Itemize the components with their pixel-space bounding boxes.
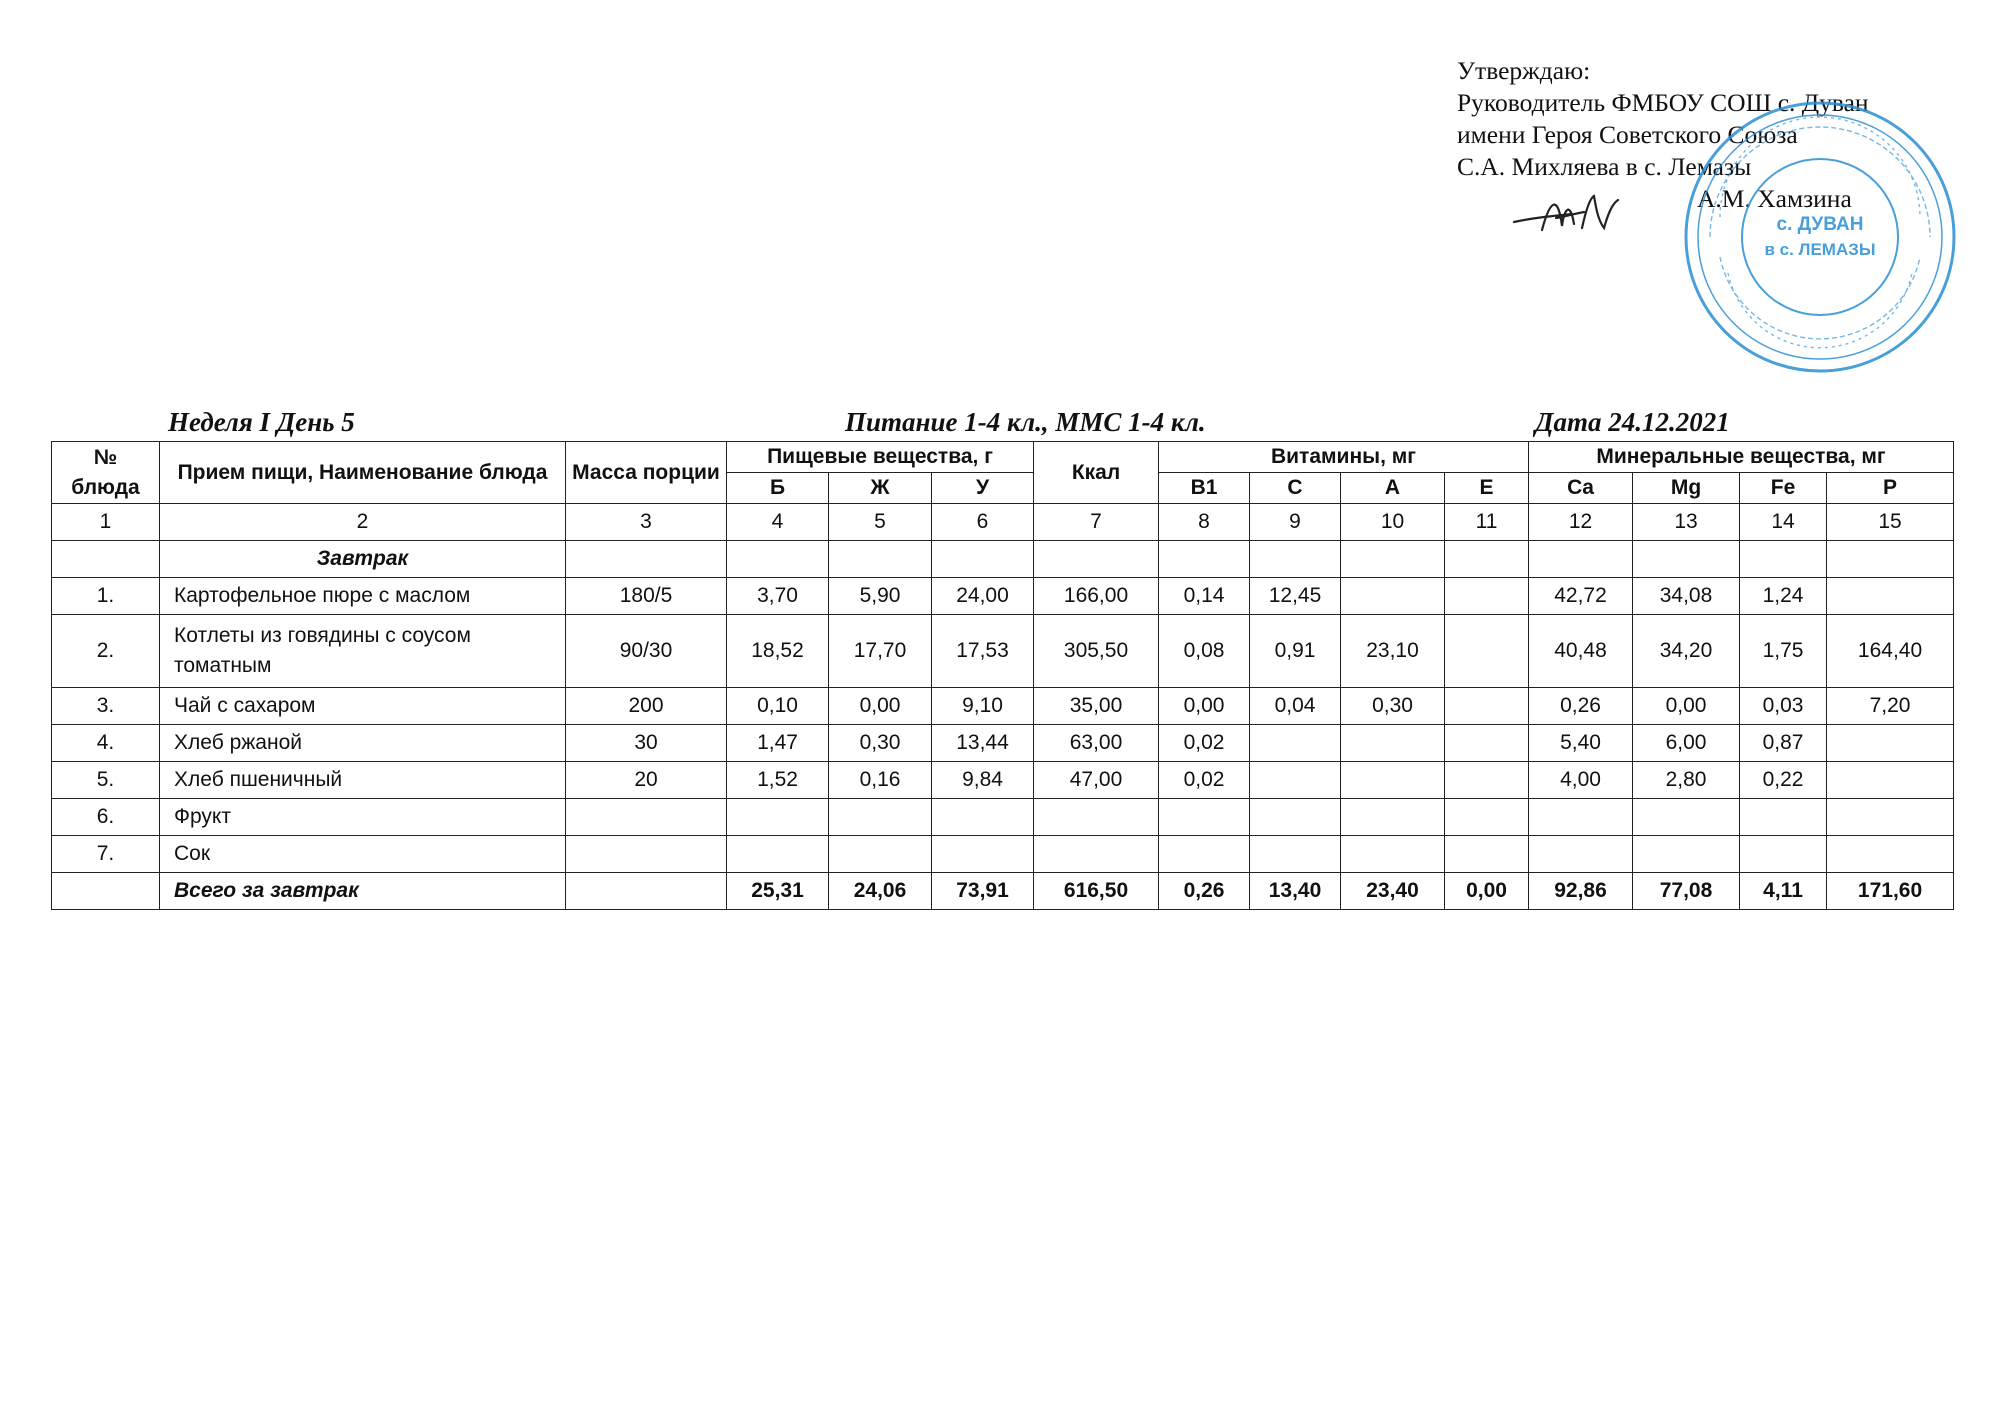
vitamin-b1-cell xyxy=(1159,799,1250,836)
fat-cell: 5,90 xyxy=(829,578,932,615)
dish-name: Фрукт xyxy=(160,799,566,836)
protein-cell xyxy=(727,836,829,873)
calcium-cell xyxy=(1529,799,1633,836)
approval-organization: имени Героя Советского Союза xyxy=(1457,120,1798,149)
fat-cell: 0,30 xyxy=(829,725,932,762)
vitamin-a-cell: 23,40 xyxy=(1341,873,1445,910)
header-row-1 xyxy=(52,442,1954,473)
phosphorus-cell: 7,20 xyxy=(1827,688,1954,725)
mass-cell: 90/30 xyxy=(566,615,727,688)
dish-number: 5. xyxy=(52,762,160,799)
iron-cell: 0,22 xyxy=(1740,762,1827,799)
column-number: 11 xyxy=(1445,504,1529,541)
protein-cell: 0,10 xyxy=(727,688,829,725)
phosphorus-cell xyxy=(1827,578,1954,615)
calcium-cell: 92,86 xyxy=(1529,873,1633,910)
carb-cell: 73,91 xyxy=(932,873,1034,910)
protein-cell: 3,70 xyxy=(727,578,829,615)
column-number: 10 xyxy=(1341,504,1445,541)
vitamin-a-cell xyxy=(1341,836,1445,873)
vitamin-c-cell xyxy=(1250,836,1341,873)
magnesium-cell xyxy=(1633,836,1740,873)
vitamin-b1-cell: 0,00 xyxy=(1159,688,1250,725)
header-fe: Fe xyxy=(1740,473,1827,504)
vitamin-c-cell: 0,91 xyxy=(1250,615,1341,688)
protein-cell xyxy=(727,799,829,836)
dish-row xyxy=(52,762,1954,799)
carb-cell: 24,00 xyxy=(932,578,1034,615)
iron-cell: 4,11 xyxy=(1740,873,1827,910)
dish-row xyxy=(52,799,1954,836)
phosphorus-cell xyxy=(1827,799,1954,836)
vitamin-b1-cell: 0,26 xyxy=(1159,873,1250,910)
protein-cell: 18,52 xyxy=(727,615,829,688)
dish-name: Хлеб пшеничный xyxy=(160,762,566,799)
column-number: 5 xyxy=(829,504,932,541)
vitamin-e-cell: 0,00 xyxy=(1445,873,1529,910)
vitamin-b1-cell xyxy=(1159,836,1250,873)
vitamin-e-cell xyxy=(1445,578,1529,615)
fat-cell xyxy=(829,836,932,873)
vitamin-c-cell xyxy=(1250,799,1341,836)
calcium-cell: 40,48 xyxy=(1529,615,1633,688)
fat-cell: 0,00 xyxy=(829,688,932,725)
iron-cell xyxy=(1740,799,1827,836)
header-mass: Масса порции xyxy=(566,442,727,504)
vitamin-c-cell: 13,40 xyxy=(1250,873,1341,910)
dish-number: 1. xyxy=(52,578,160,615)
header-minerals: Минеральные вещества, мг xyxy=(1529,442,1954,473)
calcium-cell: 4,00 xyxy=(1529,762,1633,799)
column-number-row xyxy=(52,504,1954,541)
mass-cell: 200 xyxy=(566,688,727,725)
mass-cell: 30 xyxy=(566,725,727,762)
header-name: Прием пищи, Наименование блюда xyxy=(160,442,566,504)
fat-cell xyxy=(829,799,932,836)
calcium-cell: 0,26 xyxy=(1529,688,1633,725)
phosphorus-cell: 171,60 xyxy=(1827,873,1954,910)
magnesium-cell: 34,08 xyxy=(1633,578,1740,615)
iron-cell: 0,87 xyxy=(1740,725,1827,762)
date-label: Дата 24.12.2021 xyxy=(1535,407,1730,437)
iron-cell: 0,03 xyxy=(1740,688,1827,725)
vitamin-b1-cell: 0,08 xyxy=(1159,615,1250,688)
vitamin-a-cell: 23,10 xyxy=(1341,615,1445,688)
dish-row xyxy=(52,836,1954,873)
calcium-cell: 42,72 xyxy=(1529,578,1633,615)
total-number-cell xyxy=(52,873,160,910)
column-number: 7 xyxy=(1034,504,1159,541)
signer-name: А.М. Хамзина xyxy=(1697,184,1852,213)
carb-cell: 9,84 xyxy=(932,762,1034,799)
header-kcal: Ккал xyxy=(1034,442,1159,504)
vitamin-b1-cell: 0,02 xyxy=(1159,725,1250,762)
kcal-cell: 616,50 xyxy=(1034,873,1159,910)
vitamin-b1-cell: 0,14 xyxy=(1159,578,1250,615)
kcal-cell: 305,50 xyxy=(1034,615,1159,688)
vitamin-e-cell xyxy=(1445,762,1529,799)
vitamin-c-cell xyxy=(1250,725,1341,762)
magnesium-cell: 34,20 xyxy=(1633,615,1740,688)
column-number: 9 xyxy=(1250,504,1341,541)
magnesium-cell: 77,08 xyxy=(1633,873,1740,910)
vitamin-c-cell: 0,04 xyxy=(1250,688,1341,725)
vitamin-e-cell xyxy=(1445,725,1529,762)
column-number: 3 xyxy=(566,504,727,541)
phosphorus-cell xyxy=(1827,725,1954,762)
header-a: А xyxy=(1341,473,1445,504)
header-u: У xyxy=(932,473,1034,504)
magnesium-cell: 6,00 xyxy=(1633,725,1740,762)
column-number: 8 xyxy=(1159,504,1250,541)
dish-number: 7. xyxy=(52,836,160,873)
kcal-cell: 35,00 xyxy=(1034,688,1159,725)
kcal-cell xyxy=(1034,836,1159,873)
approval-location: С.А. Михляева в с. Лемазы xyxy=(1457,152,1752,181)
total-label: Всего за завтрак xyxy=(160,873,566,910)
vitamin-e-cell xyxy=(1445,615,1529,688)
dish-row xyxy=(52,688,1954,725)
fat-cell: 0,16 xyxy=(829,762,932,799)
dish-number: 6. xyxy=(52,799,160,836)
column-number: 6 xyxy=(932,504,1034,541)
fat-cell: 17,70 xyxy=(829,615,932,688)
mass-cell: 180/5 xyxy=(566,578,727,615)
header-nutrients: Пищевые вещества, г xyxy=(727,442,1034,473)
menu-table-body xyxy=(52,504,1954,910)
iron-cell xyxy=(1740,836,1827,873)
protein-cell: 25,31 xyxy=(727,873,829,910)
approval-position: Руководитель ФМБОУ СОШ с. Дуван xyxy=(1457,88,1869,117)
vitamin-a-cell: 0,30 xyxy=(1341,688,1445,725)
vitamin-e-cell xyxy=(1445,688,1529,725)
menu-table xyxy=(51,441,1954,910)
dish-row xyxy=(52,578,1954,615)
header-b: Б xyxy=(727,473,829,504)
vitamin-c-cell: 12,45 xyxy=(1250,578,1341,615)
kcal-cell: 166,00 xyxy=(1034,578,1159,615)
column-number: 1 xyxy=(52,504,160,541)
week-day-label: Неделя I День 5 xyxy=(168,407,355,437)
dish-name: Чай с сахаром xyxy=(160,688,566,725)
carb-cell xyxy=(932,799,1034,836)
vitamin-a-cell xyxy=(1341,762,1445,799)
stamp-line-2: в с. ЛЕМАЗЫ xyxy=(1764,240,1876,259)
mass-cell xyxy=(566,873,727,910)
dish-name: Картофельное пюре с маслом xyxy=(160,578,566,615)
header-num: № блюда xyxy=(52,442,160,504)
header-p: P xyxy=(1827,473,1954,504)
vitamin-a-cell xyxy=(1341,799,1445,836)
kcal-cell xyxy=(1034,799,1159,836)
header-zh: Ж xyxy=(829,473,932,504)
header-vitamins: Витамины, мг xyxy=(1159,442,1529,473)
header-mg: Mg xyxy=(1633,473,1740,504)
carb-cell: 13,44 xyxy=(932,725,1034,762)
section-row xyxy=(52,541,1954,578)
table-heading xyxy=(0,407,2000,443)
column-number: 13 xyxy=(1633,504,1740,541)
header-e: Е xyxy=(1445,473,1529,504)
dish-number: 2. xyxy=(52,615,160,688)
mass-cell xyxy=(566,799,727,836)
phosphorus-cell xyxy=(1827,762,1954,799)
mass-cell: 20 xyxy=(566,762,727,799)
kcal-cell: 63,00 xyxy=(1034,725,1159,762)
carb-cell: 9,10 xyxy=(932,688,1034,725)
dish-row xyxy=(52,615,1954,688)
vitamin-a-cell xyxy=(1341,578,1445,615)
dish-name: Хлеб ржаной xyxy=(160,725,566,762)
column-number: 4 xyxy=(727,504,829,541)
approval-title: Утверждаю: xyxy=(1457,56,1591,85)
magnesium-cell: 0,00 xyxy=(1633,688,1740,725)
section-title: Завтрак xyxy=(160,541,566,578)
vitamin-c-cell xyxy=(1250,762,1341,799)
header-ca: Ca xyxy=(1529,473,1633,504)
organization-stamp xyxy=(1680,97,1960,377)
protein-cell: 1,52 xyxy=(727,762,829,799)
phosphorus-cell xyxy=(1827,836,1954,873)
magnesium-cell: 2,80 xyxy=(1633,762,1740,799)
iron-cell: 1,24 xyxy=(1740,578,1827,615)
column-number: 12 xyxy=(1529,504,1633,541)
phosphorus-cell: 164,40 xyxy=(1827,615,1954,688)
mass-cell xyxy=(566,836,727,873)
vitamin-e-cell xyxy=(1445,799,1529,836)
dish-row xyxy=(52,725,1954,762)
vitamin-a-cell xyxy=(1341,725,1445,762)
vitamin-e-cell xyxy=(1445,836,1529,873)
magnesium-cell xyxy=(1633,799,1740,836)
fat-cell: 24,06 xyxy=(829,873,932,910)
handwritten-signature xyxy=(1512,190,1622,240)
header-c: С xyxy=(1250,473,1341,504)
vitamin-b1-cell: 0,02 xyxy=(1159,762,1250,799)
calcium-cell xyxy=(1529,836,1633,873)
dish-name: Сок xyxy=(160,836,566,873)
iron-cell: 1,75 xyxy=(1740,615,1827,688)
stamp-line-1: с. ДУВАН xyxy=(1776,214,1864,235)
meal-group-label: Питание 1-4 кл., ММС 1-4 кл. xyxy=(845,407,1206,437)
carb-cell xyxy=(932,836,1034,873)
total-row xyxy=(52,873,1954,910)
dish-name: Котлеты из говядины с соусом томатным xyxy=(160,615,566,688)
dish-number: 3. xyxy=(52,688,160,725)
carb-cell: 17,53 xyxy=(932,615,1034,688)
column-number: 2 xyxy=(160,504,566,541)
column-number: 15 xyxy=(1827,504,1954,541)
protein-cell: 1,47 xyxy=(727,725,829,762)
calcium-cell: 5,40 xyxy=(1529,725,1633,762)
header-b1: В1 xyxy=(1159,473,1250,504)
kcal-cell: 47,00 xyxy=(1034,762,1159,799)
dish-number: 4. xyxy=(52,725,160,762)
column-number: 14 xyxy=(1740,504,1827,541)
